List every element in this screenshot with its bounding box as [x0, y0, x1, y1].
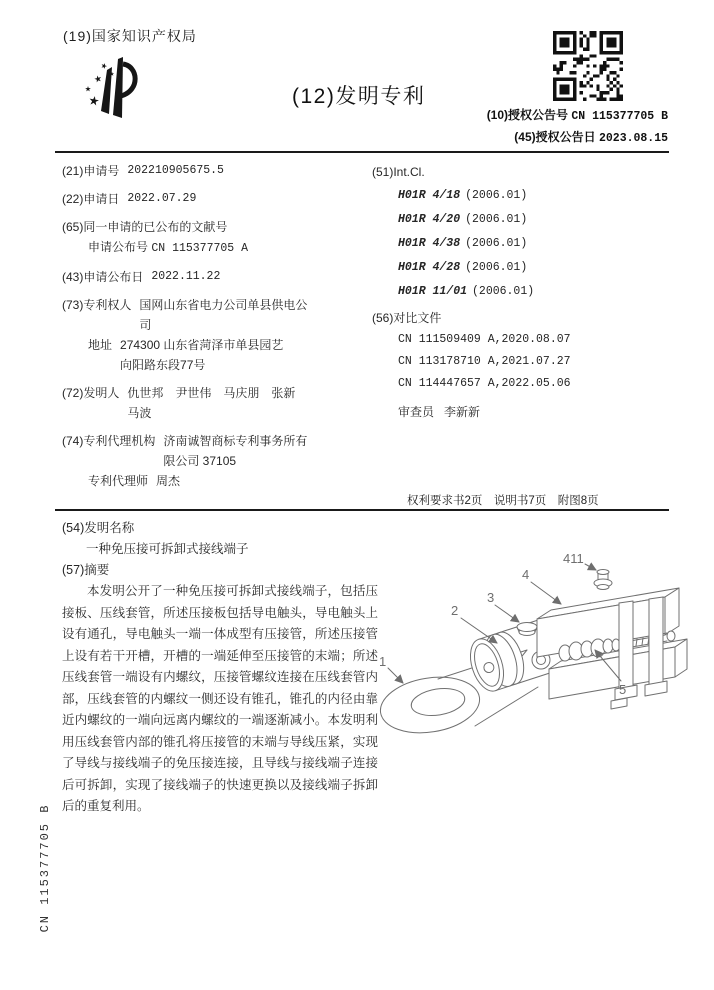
figure-nut	[517, 623, 537, 636]
application-number-row	[62, 161, 374, 181]
bibliographic-left-column	[62, 161, 374, 499]
patent-type-title: (12)发明专利	[292, 85, 426, 108]
grant-date-line	[514, 128, 668, 145]
patent-drawing	[375, 553, 700, 748]
address-value: 274300 山东省菏泽市单县园艺向阳路东段77号	[120, 338, 284, 372]
intcl-entry: H01R 4/18 (2006.01)	[398, 189, 528, 202]
abstract-text: 本发明公开了一种免压接可拆卸式接线端子，包括压接板、压线套管，所述压接板包括导电触头，导电触头上设有通孔，导电触头一端一体成型有压接管，所述压接管上设有若干开槽，开槽的一端延伸至压接管的末端；所述压线套管一端设有内螺纹，压接管螺纹连接在压线套管内部，压线套管的内螺纹一侧还设有锥孔，锥孔的内径由靠近内螺纹的一端向远离内螺纹的一端逐渐减小。本发明利用压线套管内部的锥孔将压接管的末端与导线压紧，实现了导线与接线端子的免压接连接，且导线与接线端子连接后可拆卸，实现了接线端子的快速更换以及接线端子拆卸后的重复利用。	[62, 584, 378, 813]
invention-title: 一种免压接可拆卸式接线端子	[86, 542, 249, 556]
office-name: (19)国家知识产权局	[63, 28, 197, 44]
figure-label-2: 2	[451, 603, 459, 618]
prior-publication-row	[62, 217, 374, 259]
application-number-label: (21)申请号	[62, 164, 120, 178]
inventors-names: 仇世邦 尹世伟 马庆朋 张新 马波	[127, 386, 308, 420]
figure-label-5: 5	[619, 682, 627, 697]
agent-label: 专利代理师	[88, 474, 149, 488]
examiner-row	[372, 401, 672, 423]
invention-title-label: (54)发明名称	[62, 521, 135, 535]
patentee-label: (73)专利权人	[62, 298, 132, 312]
agency-name: 济南诚智商标专利事务所有限公司 37105	[163, 434, 308, 468]
intcl-entry: H01R 4/38 (2006.01)	[398, 237, 528, 250]
pages-note: 权利要求书2页 说明书7页 附图8页	[407, 495, 599, 507]
cited-ref: CN 114447657 A,2022.05.06	[398, 377, 571, 390]
grant-number-value: CN 115377705 B	[571, 110, 668, 123]
figure-label-411: 411	[563, 553, 584, 566]
grant-date-value: 2023.08.15	[598, 132, 668, 145]
inventors-label: (72)发明人	[62, 386, 120, 400]
intcl-entry: H01R 4/28 (2006.01)	[398, 261, 528, 274]
section-divider	[55, 509, 669, 511]
intcl-entry: H01R 11/01 (2006.01)	[398, 285, 535, 298]
inventors-row	[62, 383, 374, 423]
intcl-entry: H01R 4/20 (2006.01)	[398, 213, 528, 226]
grant-number-label: (10)授权公告号	[486, 108, 569, 122]
agent-name: 周杰	[156, 474, 181, 488]
prior-publication-label: (65)同一申请的已公布的文献号	[62, 220, 228, 234]
grant-number-line	[487, 106, 668, 123]
prior-publication-number: CN 115377705 A	[151, 242, 248, 255]
intcl-label: (51)Int.Cl.	[372, 165, 425, 179]
patentee-block	[62, 295, 374, 375]
figure-label-3: 3	[487, 590, 495, 605]
agency-block	[62, 431, 374, 491]
application-date-label: (22)申请日	[62, 192, 120, 206]
cnipa-logo-icon	[78, 56, 140, 148]
publication-date-row	[62, 267, 374, 287]
examiner-name: 李新新	[444, 405, 481, 419]
qr-code	[553, 31, 623, 101]
application-date-row	[62, 189, 374, 209]
bibliographic-right-column	[372, 161, 672, 423]
agency-label: (74)专利代理机构	[62, 434, 156, 448]
figure-top-bolt	[594, 570, 612, 590]
examiner-label: 审查员	[398, 405, 435, 419]
margin-document-number: CN 115377705 B	[38, 803, 52, 933]
abstract-label: (57)摘要	[62, 563, 110, 577]
address-label: 地址	[88, 338, 113, 352]
publication-date-label: (43)申请公布日	[62, 270, 144, 284]
grant-date-label: (45)授权公告日	[514, 130, 596, 144]
cited-ref: CN 113178710 A,2021.07.27	[398, 355, 571, 368]
figure-label-1: 1	[379, 654, 387, 669]
prior-publication-sublabel: 申请公布号	[88, 240, 149, 254]
figure-label-4: 4	[522, 567, 530, 582]
header-divider	[55, 151, 669, 153]
cited-refs-label: (56)对比文件	[372, 311, 442, 325]
publication-date-value: 2022.11.22	[151, 270, 221, 283]
application-date-value: 2022.07.29	[127, 192, 197, 205]
patentee-name: 国网山东省电力公司单县供电公司	[139, 298, 308, 332]
application-number-value: 202210905675.5	[127, 164, 224, 177]
cited-ref: CN 111509409 A,2020.08.07	[398, 333, 571, 346]
